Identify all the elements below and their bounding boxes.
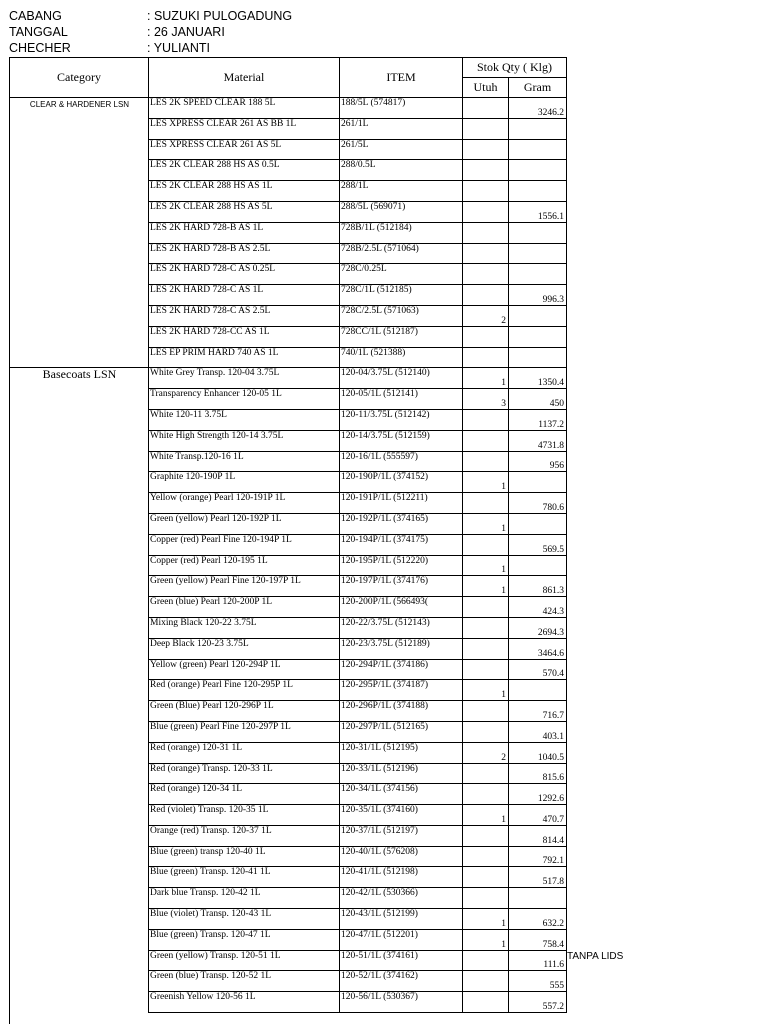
table-row: [10, 680, 567, 701]
item-cell: 120-194P/1L (374175): [340, 534, 463, 555]
table-row: [10, 638, 567, 659]
material-cell: Blue (green) transp 120-40 1L: [149, 846, 340, 867]
material-cell: Red (orange) 120-34 1L: [149, 784, 340, 805]
utuh-cell: [463, 139, 509, 160]
item-cell: 120-192P/1L (374165): [340, 513, 463, 534]
item-cell: 120-23/3.75L (512189): [340, 638, 463, 659]
material-cell: LES XPRESS CLEAR 261 AS BB 1L: [149, 118, 340, 139]
category-cell-empty: [10, 326, 149, 347]
gram-cell: [509, 264, 567, 285]
item-cell: 120-43/1L (512199): [340, 909, 463, 930]
material-cell: White High Strength 120-14 3.75L: [149, 430, 340, 451]
category-cell-empty: [10, 118, 149, 139]
material-cell: LES 2K SPEED CLEAR 188 5L: [149, 98, 340, 119]
material-cell: LES 2K HARD 728-C AS 2.5L: [149, 305, 340, 326]
category-cell-empty: [10, 617, 149, 638]
utuh-cell: [463, 617, 509, 638]
column-header-stok-qty: Stok Qty ( Klg): [463, 58, 567, 78]
utuh-cell: [463, 825, 509, 846]
category-cell-empty: [10, 909, 149, 930]
material-cell: Deep Black 120-23 3.75L: [149, 638, 340, 659]
table-row: [10, 285, 567, 306]
table-row: [10, 971, 567, 992]
item-cell: 728C/1L (512185): [340, 285, 463, 306]
utuh-cell: [463, 493, 509, 514]
category-cell-empty: [10, 264, 149, 285]
gram-cell: 2694.3: [509, 617, 567, 638]
utuh-cell: 1: [463, 909, 509, 930]
material-cell: LES EP PRIM HARD 740 AS 1L: [149, 347, 340, 368]
gram-cell: 570.4: [509, 659, 567, 680]
category-cell-empty: [10, 160, 149, 181]
item-cell: 120-31/1L (512195): [340, 742, 463, 763]
material-cell: LES 2K HARD 728-CC AS 1L: [149, 326, 340, 347]
category-cell-empty: [10, 409, 149, 430]
category-cell-empty: [10, 555, 149, 576]
gram-cell: [509, 118, 567, 139]
utuh-cell: [463, 451, 509, 472]
category-cell-empty: [10, 784, 149, 805]
utuh-cell: [463, 264, 509, 285]
table-row: [10, 617, 567, 638]
table-row: [10, 929, 567, 950]
utuh-cell: [463, 888, 509, 909]
material-cell: LES 2K HARD 728-B AS 2.5L: [149, 243, 340, 264]
utuh-cell: [463, 98, 509, 119]
gram-cell: 557.2: [509, 992, 567, 1013]
table-row: [10, 160, 567, 181]
gram-cell: [509, 513, 567, 534]
gram-cell: 780.6: [509, 493, 567, 514]
category-cell-empty: [10, 992, 149, 1013]
material-cell: Green (yellow) Pearl Fine 120-197P 1L: [149, 576, 340, 597]
category-cell-empty: [10, 701, 149, 722]
column-header-gram: Gram: [509, 78, 567, 98]
category-cell-empty: [10, 347, 149, 368]
gram-cell: [509, 243, 567, 264]
gram-cell: [509, 326, 567, 347]
gram-cell: 111.6: [509, 950, 567, 971]
item-cell: 120-52/1L (374162): [340, 971, 463, 992]
utuh-cell: 2: [463, 305, 509, 326]
gram-cell: 424.3: [509, 597, 567, 618]
material-cell: Copper (red) Pearl Fine 120-194P 1L: [149, 534, 340, 555]
category-cell-empty: [10, 430, 149, 451]
category-cell-empty: [10, 742, 149, 763]
item-cell: 120-34/1L (374156): [340, 784, 463, 805]
item-cell: 728CC/1L (512187): [340, 326, 463, 347]
gram-cell: [509, 139, 567, 160]
item-cell: 120-40/1L (576208): [340, 846, 463, 867]
note-tanpa-lids: TANPA LIDS: [567, 951, 624, 962]
table-row: [10, 493, 567, 514]
item-cell: 740/1L (521388): [340, 347, 463, 368]
gram-cell: 470.7: [509, 805, 567, 826]
utuh-cell: 1: [463, 555, 509, 576]
gram-cell: 403.1: [509, 721, 567, 742]
material-cell: Red (orange) Transp. 120-33 1L: [149, 763, 340, 784]
table-row: [10, 742, 567, 763]
utuh-cell: [463, 118, 509, 139]
gram-cell: [509, 160, 567, 181]
item-cell: 120-200P/1L (566493(: [340, 597, 463, 618]
material-cell: White 120-11 3.75L: [149, 409, 340, 430]
item-cell: 120-197P/1L (374176): [340, 576, 463, 597]
item-cell: 728B/2.5L (571064): [340, 243, 463, 264]
utuh-cell: [463, 430, 509, 451]
item-cell: 120-295P/1L (374187): [340, 680, 463, 701]
material-cell: Greenish Yellow 120-56 1L: [149, 992, 340, 1013]
item-cell: 288/0.5L: [340, 160, 463, 181]
utuh-cell: [463, 701, 509, 722]
header-label: CABANG: [9, 9, 62, 23]
category-cell: [10, 98, 149, 119]
material-cell: Blue (green) Pearl Fine 120-297P 1L: [149, 721, 340, 742]
material-cell: Red (orange) Pearl Fine 120-295P 1L: [149, 680, 340, 701]
header-label: CHECHER: [9, 41, 71, 55]
utuh-cell: [463, 285, 509, 306]
utuh-cell: [463, 534, 509, 555]
utuh-cell: [463, 950, 509, 971]
utuh-cell: 3: [463, 389, 509, 410]
material-cell: Blue (violet) Transp. 120-43 1L: [149, 909, 340, 930]
utuh-cell: [463, 784, 509, 805]
column-header-item: ITEM: [340, 58, 463, 98]
category-cell-empty: [10, 472, 149, 493]
table-row: [10, 98, 567, 119]
item-cell: 120-195P/1L (512220): [340, 555, 463, 576]
gram-cell: 450: [509, 389, 567, 410]
gram-cell: 3464.6: [509, 638, 567, 659]
table-row: [10, 534, 567, 555]
utuh-cell: [463, 992, 509, 1013]
gram-cell: [509, 305, 567, 326]
material-cell: LES 2K CLEAR 288 HS AS 1L: [149, 181, 340, 202]
utuh-cell: [463, 763, 509, 784]
item-cell: 120-16/1L (555597): [340, 451, 463, 472]
item-cell: 288/1L: [340, 181, 463, 202]
table-row: [10, 430, 567, 451]
gram-cell: [509, 680, 567, 701]
stock-table: [9, 57, 567, 1013]
category-cell-empty: [10, 597, 149, 618]
material-cell: Green (blue) Pearl 120-200P 1L: [149, 597, 340, 618]
category-cell-empty: [10, 285, 149, 306]
category-label: Basecoats LSN: [42, 367, 117, 382]
category-cell-empty: [10, 825, 149, 846]
table-row: [10, 805, 567, 826]
table-row: [10, 222, 567, 243]
table-row: [10, 721, 567, 742]
category-cell-empty: [10, 139, 149, 160]
header-label: TANGGAL: [9, 25, 68, 39]
header-value: : YULIANTI: [147, 41, 210, 55]
utuh-cell: [463, 160, 509, 181]
gram-cell: [509, 222, 567, 243]
utuh-cell: [463, 638, 509, 659]
material-cell: Orange (red) Transp. 120-37 1L: [149, 825, 340, 846]
item-cell: 188/5L (574817): [340, 98, 463, 119]
gram-cell: [509, 347, 567, 368]
item-cell: 120-41/1L (512198): [340, 867, 463, 888]
utuh-cell: [463, 721, 509, 742]
gram-cell: 996.3: [509, 285, 567, 306]
item-cell: 120-51/1L (374161): [340, 950, 463, 971]
category-cell-empty: [10, 534, 149, 555]
material-cell: Red (violet) Transp. 120-35 1L: [149, 805, 340, 826]
item-cell: 728B/1L (512184): [340, 222, 463, 243]
material-cell: Yellow (green) Pearl 120-294P 1L: [149, 659, 340, 680]
category-cell: [10, 368, 149, 389]
table-row: [10, 368, 567, 389]
table-row: [10, 139, 567, 160]
category-cell-empty: [10, 805, 149, 826]
utuh-cell: 2: [463, 742, 509, 763]
utuh-cell: [463, 243, 509, 264]
table-row: [10, 701, 567, 722]
column-header-material: Material: [149, 58, 340, 98]
utuh-cell: [463, 326, 509, 347]
utuh-cell: [463, 597, 509, 618]
material-cell: LES 2K CLEAR 288 HS AS 5L: [149, 201, 340, 222]
utuh-cell: 1: [463, 472, 509, 493]
material-cell: Green (yellow) Pearl 120-192P 1L: [149, 513, 340, 534]
item-cell: 261/1L: [340, 118, 463, 139]
material-cell: White Transp.120-16 1L: [149, 451, 340, 472]
category-cell-empty: [10, 389, 149, 410]
column-header-utuh: Utuh: [463, 78, 509, 98]
item-cell: 120-190P/1L (374152): [340, 472, 463, 493]
category-cell-empty: [10, 576, 149, 597]
table-row: [10, 472, 567, 493]
gram-cell: 1292.6: [509, 784, 567, 805]
material-cell: Mixing Black 120-22 3.75L: [149, 617, 340, 638]
header-value: : SUZUKI PULOGADUNG: [147, 9, 293, 23]
category-cell-empty: [10, 659, 149, 680]
item-cell: 120-42/1L (530366): [340, 888, 463, 909]
category-cell-empty: [10, 513, 149, 534]
table-row: [10, 326, 567, 347]
item-cell: 120-56/1L (530367): [340, 992, 463, 1013]
item-cell: 120-294P/1L (374186): [340, 659, 463, 680]
material-cell: Green (blue) Transp. 120-52 1L: [149, 971, 340, 992]
material-cell: Green (Blue) Pearl 120-296P 1L: [149, 701, 340, 722]
item-cell: 120-35/1L (374160): [340, 805, 463, 826]
gram-cell: 792.1: [509, 846, 567, 867]
gram-cell: 632.2: [509, 909, 567, 930]
material-cell: Red (orange) 120-31 1L: [149, 742, 340, 763]
material-cell: Blue (green) Transp. 120-41 1L: [149, 867, 340, 888]
utuh-cell: 1: [463, 368, 509, 389]
table-row: [10, 576, 567, 597]
category-cell-empty: [10, 721, 149, 742]
gram-cell: 1556.1: [509, 201, 567, 222]
utuh-cell: 1: [463, 680, 509, 701]
table-row: [10, 888, 567, 909]
material-cell: Graphite 120-190P 1L: [149, 472, 340, 493]
table-row: [10, 659, 567, 680]
material-cell: Green (yellow) Transp. 120-51 1L: [149, 950, 340, 971]
category-cell-empty: [10, 929, 149, 950]
gram-cell: 814.4: [509, 825, 567, 846]
gram-cell: 956: [509, 451, 567, 472]
header-value: : 26 JANUARI: [147, 25, 225, 39]
material-cell: LES XPRESS CLEAR 261 AS 5L: [149, 139, 340, 160]
table-row: [10, 763, 567, 784]
category-cell-empty: [10, 867, 149, 888]
utuh-cell: 1: [463, 805, 509, 826]
category-cell-empty: [10, 493, 149, 514]
item-cell: 120-297P/1L (512165): [340, 721, 463, 742]
material-cell: Blue (green) Transp. 120-47 1L: [149, 929, 340, 950]
table-row: [10, 118, 567, 139]
table-row: [10, 305, 567, 326]
table-row: [10, 846, 567, 867]
gram-cell: 716.7: [509, 701, 567, 722]
gram-cell: 555: [509, 971, 567, 992]
gram-cell: 3246.2: [509, 98, 567, 119]
utuh-cell: 1: [463, 576, 509, 597]
item-cell: 120-11/3.75L (512142): [340, 409, 463, 430]
item-cell: 120-191P/1L (512211): [340, 493, 463, 514]
gram-cell: [509, 555, 567, 576]
material-cell: LES 2K HARD 728-C AS 0.25L: [149, 264, 340, 285]
gram-cell: 1350.4: [509, 368, 567, 389]
category-cell-empty: [10, 846, 149, 867]
category-cell-empty: [10, 638, 149, 659]
gram-cell: 4731.8: [509, 430, 567, 451]
category-cell-empty: [10, 305, 149, 326]
material-cell: Copper (red) Pearl 120-195 1L: [149, 555, 340, 576]
category-cell-empty: [10, 888, 149, 909]
utuh-cell: [463, 409, 509, 430]
item-cell: 120-296P/1L (374188): [340, 701, 463, 722]
category-cell-empty: [10, 971, 149, 992]
gram-cell: 569.5: [509, 534, 567, 555]
material-cell: Transparency Enhancer 120-05 1L: [149, 389, 340, 410]
material-cell: LES 2K CLEAR 288 HS AS 0.5L: [149, 160, 340, 181]
utuh-cell: [463, 867, 509, 888]
column-header-category: Category: [10, 58, 149, 98]
category-label: CLEAR & HARDENER LSN: [29, 100, 130, 109]
table-row: [10, 825, 567, 846]
utuh-cell: 1: [463, 929, 509, 950]
category-cell-empty: [10, 763, 149, 784]
table-row: [10, 992, 567, 1013]
gram-cell: 861.3: [509, 576, 567, 597]
table-row: [10, 451, 567, 472]
table-row: [10, 513, 567, 534]
material-cell: Yellow (orange) Pearl 120-191P 1L: [149, 493, 340, 514]
utuh-cell: [463, 181, 509, 202]
item-cell: 728C/2.5L (571063): [340, 305, 463, 326]
table-row: [10, 909, 567, 930]
category-cell-empty: [10, 181, 149, 202]
gram-cell: [509, 888, 567, 909]
item-cell: 261/5L: [340, 139, 463, 160]
utuh-cell: [463, 659, 509, 680]
gram-cell: 758.4: [509, 929, 567, 950]
utuh-cell: [463, 971, 509, 992]
table-row: [10, 389, 567, 410]
table-row: [10, 409, 567, 430]
utuh-cell: [463, 846, 509, 867]
category-cell-empty: [10, 950, 149, 971]
gram-cell: [509, 472, 567, 493]
category-cell-empty: [10, 201, 149, 222]
table-row: [10, 784, 567, 805]
category-cell-empty: [10, 222, 149, 243]
table-row: [10, 950, 567, 971]
table-row: [10, 181, 567, 202]
table-row: [10, 347, 567, 368]
item-cell: 120-04/3.75L (512140): [340, 368, 463, 389]
utuh-cell: [463, 222, 509, 243]
category-cell-empty: [10, 680, 149, 701]
table-row: [10, 867, 567, 888]
gram-cell: 1137.2: [509, 409, 567, 430]
category-cell-empty: [10, 243, 149, 264]
gram-cell: 517.8: [509, 867, 567, 888]
category-cell-empty: [10, 451, 149, 472]
item-cell: 120-33/1L (512196): [340, 763, 463, 784]
item-cell: 728C/0.25L: [340, 264, 463, 285]
material-cell: Dark blue Transp. 120-42 1L: [149, 888, 340, 909]
table-body: [10, 98, 567, 1013]
gram-cell: 1040.5: [509, 742, 567, 763]
gram-cell: [509, 181, 567, 202]
category-column-border: [9, 1006, 10, 1024]
table-row: [10, 264, 567, 285]
utuh-cell: [463, 347, 509, 368]
item-cell: 288/5L (569071): [340, 201, 463, 222]
material-cell: LES 2K HARD 728-B AS 1L: [149, 222, 340, 243]
item-cell: 120-14/3.75L (512159): [340, 430, 463, 451]
item-cell: 120-37/1L (512197): [340, 825, 463, 846]
item-cell: 120-47/1L (512201): [340, 929, 463, 950]
gram-cell: 815.6: [509, 763, 567, 784]
material-cell: White Grey Transp. 120-04 3.75L: [149, 368, 340, 389]
table-row: [10, 597, 567, 618]
table-row: [10, 555, 567, 576]
table-row: [10, 243, 567, 264]
item-cell: 120-05/1L (512141): [340, 389, 463, 410]
table-row: [10, 201, 567, 222]
item-cell: 120-22/3.75L (512143): [340, 617, 463, 638]
material-cell: LES 2K HARD 728-C AS 1L: [149, 285, 340, 306]
utuh-cell: 1: [463, 513, 509, 534]
utuh-cell: [463, 201, 509, 222]
